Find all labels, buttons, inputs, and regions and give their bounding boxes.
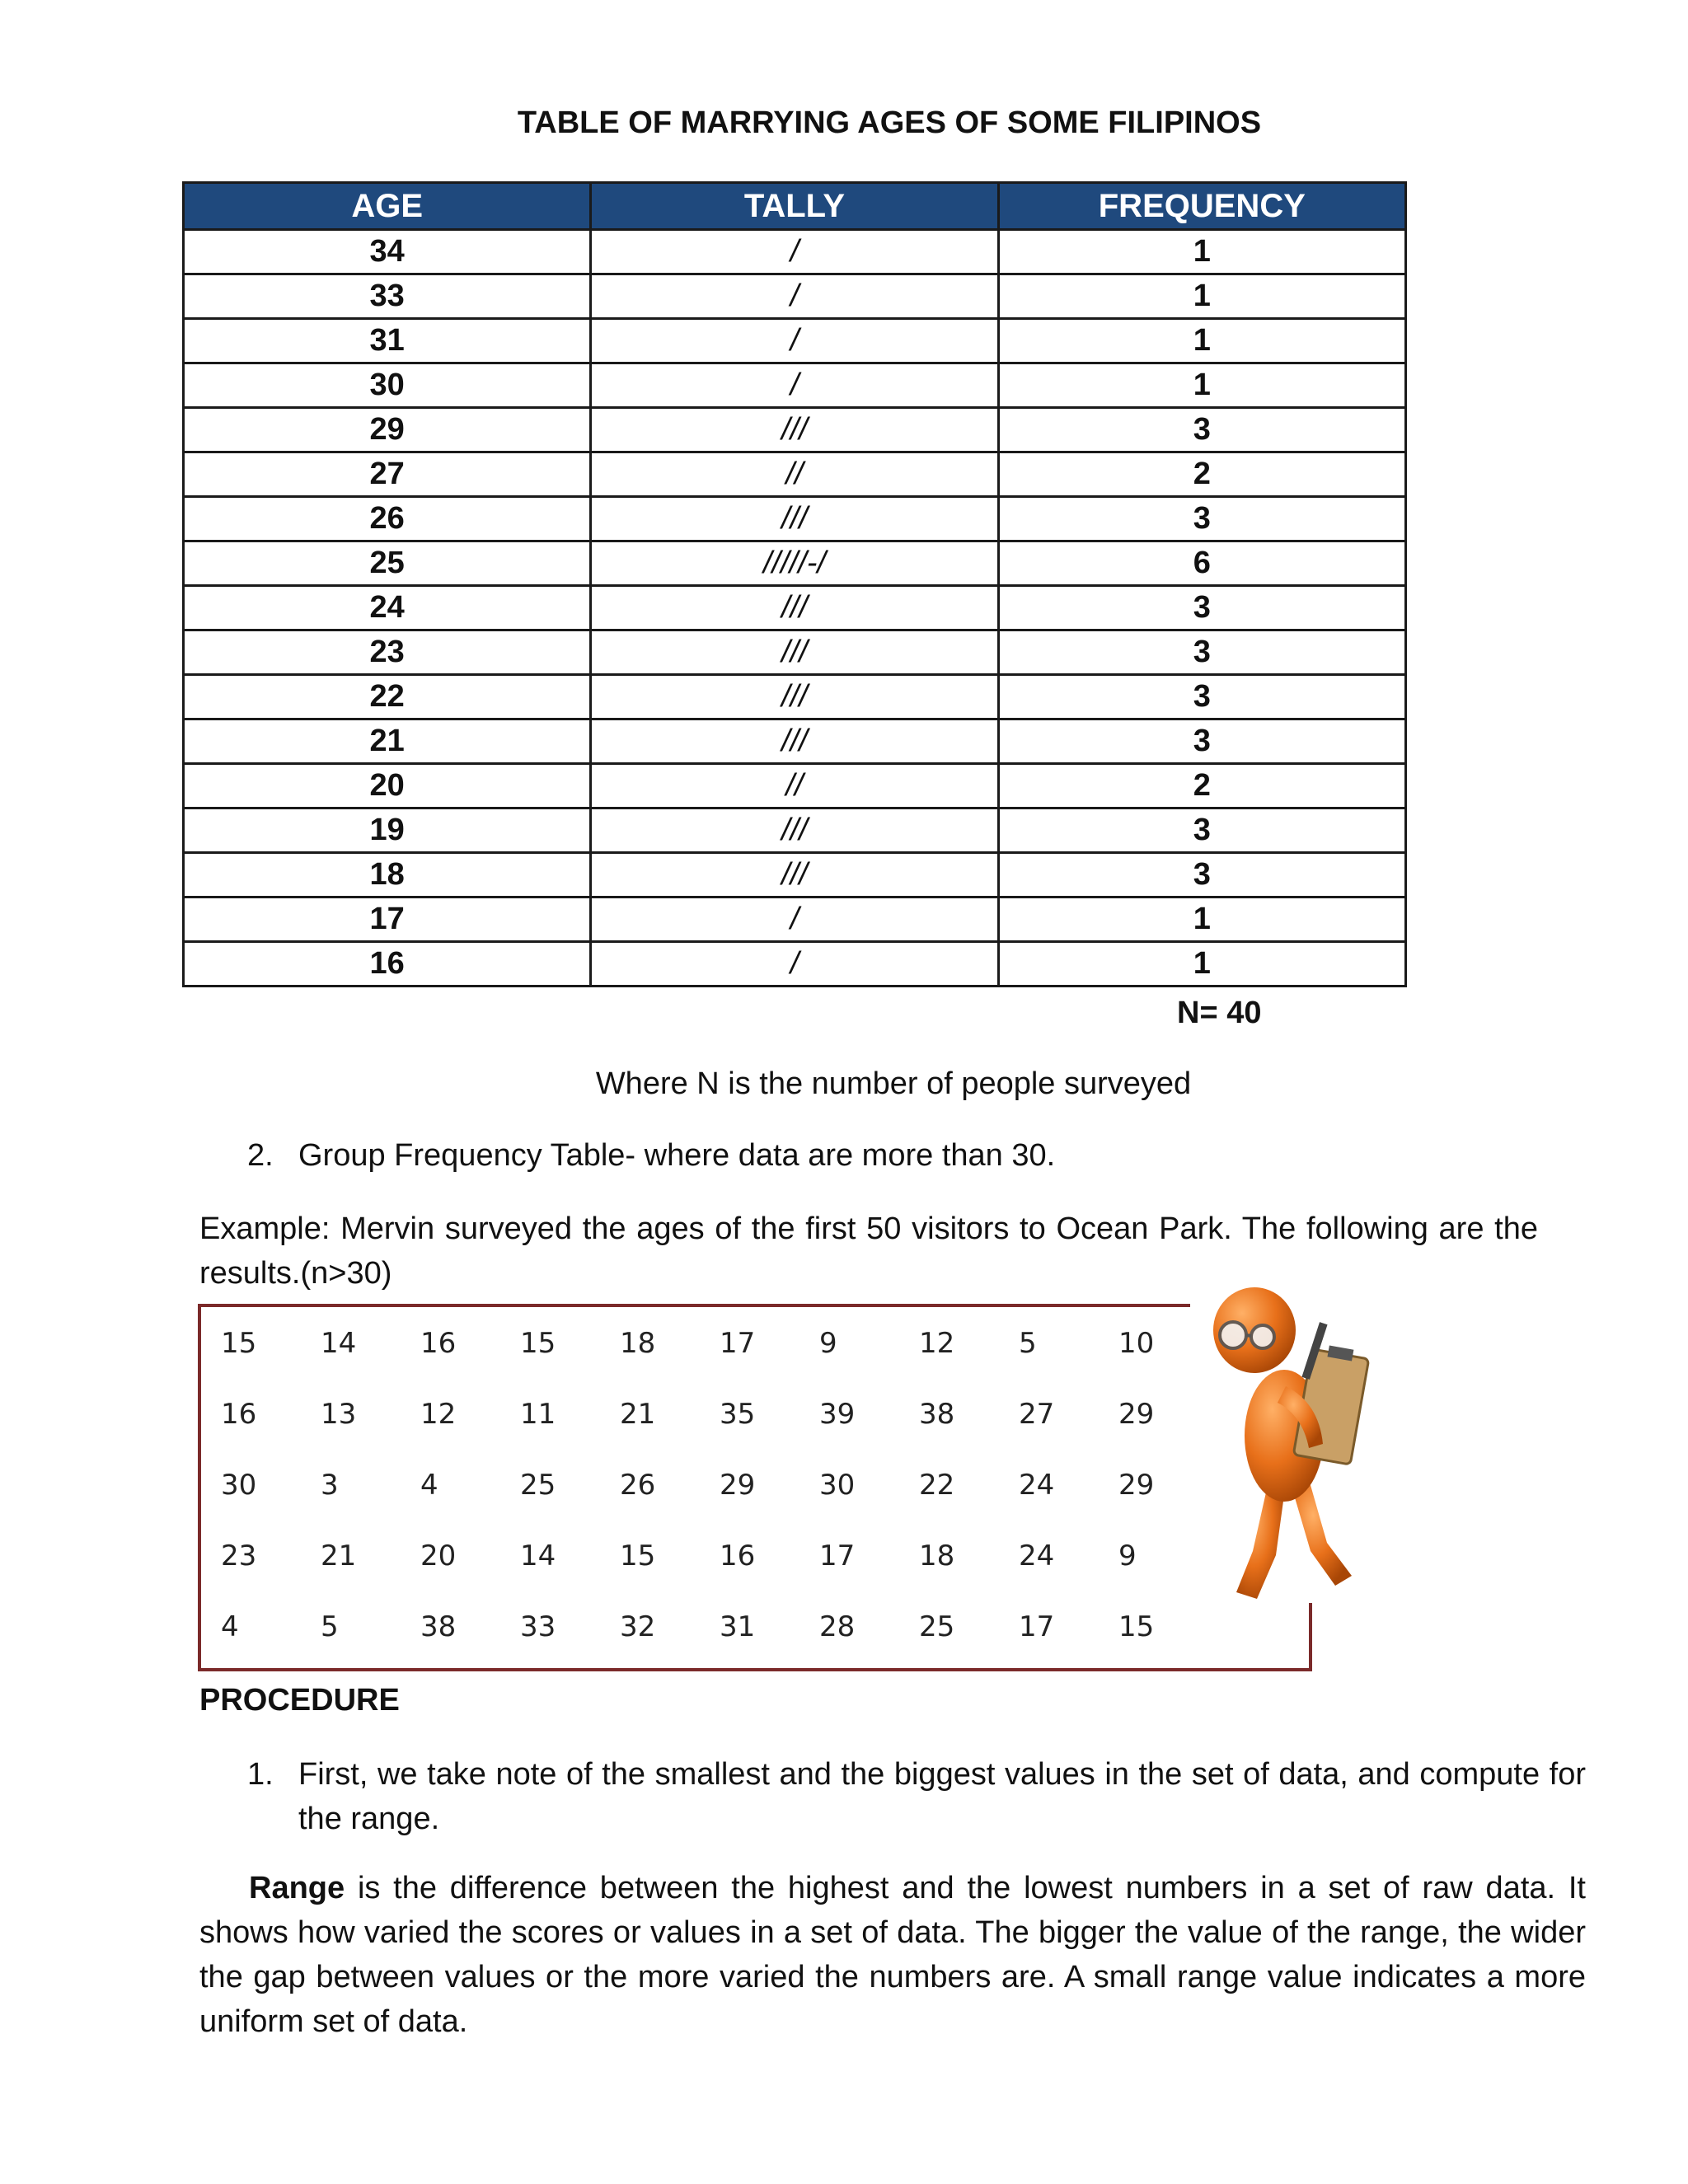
tally-cell: ///	[591, 675, 998, 719]
table-row	[184, 452, 1406, 497]
data-value: 21	[321, 1540, 357, 1572]
data-value: 17	[720, 1327, 756, 1360]
frequency-cell: 3	[998, 675, 1405, 719]
data-value: 31	[720, 1610, 756, 1643]
frequency-cell: 1	[998, 319, 1405, 363]
tally-cell: /	[591, 363, 998, 408]
table-row	[184, 230, 1406, 274]
data-value: 13	[321, 1398, 357, 1431]
table-row	[184, 764, 1406, 808]
tally-cell: /	[591, 230, 998, 274]
page-title: TABLE OF MARRYING AGES OF SOME FILIPINOS	[517, 105, 1262, 140]
data-value: 3	[321, 1469, 339, 1502]
age-cell: 31	[184, 319, 591, 363]
data-value: 38	[420, 1610, 457, 1643]
data-value: 23	[221, 1540, 257, 1572]
age-cell: 26	[184, 497, 591, 541]
age-cell: 21	[184, 719, 591, 764]
data-value: 16	[720, 1540, 756, 1572]
example-paragraph: Example: Mervin surveyed the ages of the first 50 visitors to Ocean Park. The following are the results.(n>30)	[199, 1212, 1538, 1291]
total-count: N= 40	[1177, 996, 1262, 1030]
table-row	[184, 630, 1406, 675]
marrying-ages-table	[182, 181, 1407, 987]
data-value: 24	[1019, 1540, 1055, 1572]
frequency-cell: 3	[998, 630, 1405, 675]
data-value: 33	[520, 1610, 556, 1643]
procedure-step-1	[247, 1752, 1586, 1841]
frequency-cell: 3	[998, 808, 1405, 853]
data-value: 12	[919, 1327, 955, 1360]
table-row	[184, 808, 1406, 853]
frequency-cell: 1	[998, 942, 1405, 987]
tally-cell: ///	[591, 853, 998, 898]
tally-cell: /	[591, 319, 998, 363]
data-value: 28	[819, 1610, 856, 1643]
list-text: Group Frequency Table- where data are more than 30.	[298, 1138, 1056, 1173]
raw-data-box	[198, 1304, 1312, 1671]
data-value: 16	[420, 1327, 457, 1360]
range-term: Range	[249, 1871, 345, 1905]
age-cell: 25	[184, 541, 591, 586]
frequency-cell: 3	[998, 853, 1405, 898]
data-value: 15	[1118, 1610, 1155, 1643]
procedure-heading: PROCEDURE	[199, 1683, 400, 1718]
tally-cell: /	[591, 274, 998, 319]
data-value: 9	[819, 1327, 837, 1360]
data-value: 11	[520, 1398, 556, 1431]
tally-cell: ///	[591, 808, 998, 853]
data-value: 12	[420, 1398, 457, 1431]
data-value: 18	[919, 1540, 955, 1572]
age-cell: 34	[184, 230, 591, 274]
data-value: 10	[1118, 1327, 1155, 1360]
frequency-cell: 1	[998, 898, 1405, 942]
raw-data-grid	[221, 1327, 1218, 1681]
frequency-cell: 1	[998, 363, 1405, 408]
data-value: 5	[1019, 1327, 1037, 1360]
data-value: 4	[221, 1610, 239, 1643]
tally-cell: /////-/	[591, 541, 998, 586]
age-column-header: AGE	[184, 183, 591, 230]
data-value: 15	[520, 1327, 556, 1360]
data-value: 15	[620, 1540, 656, 1572]
data-value: 14	[520, 1540, 556, 1572]
frequency-cell: 1	[998, 274, 1405, 319]
table-row	[184, 853, 1406, 898]
age-cell: 16	[184, 942, 591, 987]
table-row	[184, 675, 1406, 719]
tally-cell: ///	[591, 497, 998, 541]
frequency-cell: 2	[998, 452, 1405, 497]
data-value: 26	[620, 1469, 656, 1502]
data-value: 30	[819, 1469, 856, 1502]
frequency-cell: 3	[998, 719, 1405, 764]
tally-cell: ///	[591, 586, 998, 630]
table-row	[184, 408, 1406, 452]
list-number: 2.	[247, 1138, 274, 1173]
frequency-cell: 6	[998, 541, 1405, 586]
frequency-column-header: FREQUENCY	[998, 183, 1405, 230]
tally-cell: /	[591, 898, 998, 942]
data-value: 14	[321, 1327, 357, 1360]
data-value: 27	[1019, 1398, 1055, 1431]
data-value: 29	[1118, 1469, 1155, 1502]
tally-cell: //	[591, 452, 998, 497]
data-value: 9	[1118, 1540, 1137, 1572]
age-cell: 20	[184, 764, 591, 808]
table-row	[184, 719, 1406, 764]
table-row	[184, 363, 1406, 408]
tally-cell: ///	[591, 719, 998, 764]
data-value: 22	[919, 1469, 955, 1502]
data-value: 25	[919, 1610, 955, 1643]
range-definition-paragraph	[199, 1866, 1586, 2044]
age-cell: 27	[184, 452, 591, 497]
data-value: 16	[221, 1398, 257, 1431]
table-row	[184, 541, 1406, 586]
data-value: 35	[720, 1398, 756, 1431]
data-value: 24	[1019, 1469, 1055, 1502]
step-text: First, we take note of the smallest and the biggest values in the set of data, and compute for the range.	[298, 1757, 1586, 1836]
age-cell: 18	[184, 853, 591, 898]
frequency-cell: 2	[998, 764, 1405, 808]
table-row	[184, 274, 1406, 319]
orange-person-clipboard-illustration	[1187, 1279, 1376, 1609]
data-value: 29	[1118, 1398, 1155, 1431]
data-value: 25	[520, 1469, 556, 1502]
data-value: 5	[321, 1610, 339, 1643]
age-cell: 24	[184, 586, 591, 630]
age-cell: 29	[184, 408, 591, 452]
age-cell: 33	[184, 274, 591, 319]
frequency-cell: 3	[998, 586, 1405, 630]
survey-note: Where N is the number of people surveyed	[595, 1066, 1192, 1101]
age-cell: 22	[184, 675, 591, 719]
table-row	[184, 942, 1406, 987]
data-value: 30	[221, 1469, 257, 1502]
table-row	[184, 497, 1406, 541]
step-number: 1.	[247, 1757, 274, 1792]
age-cell: 17	[184, 898, 591, 942]
tally-column-header: TALLY	[591, 183, 998, 230]
frequency-cell: 3	[998, 408, 1405, 452]
range-definition-text: is the difference between the highest and the lowest numbers in a set of raw data. It shows how varied the scores or values in a set of data. The bigger the value of the range, the wider the gap between values or the more varied the numbers are. A small range value indicates a more uniform set of data.	[199, 1871, 1586, 2039]
data-value: 21	[620, 1398, 656, 1431]
data-value: 32	[620, 1610, 656, 1643]
data-value: 20	[420, 1540, 457, 1572]
frequency-cell: 3	[998, 497, 1405, 541]
tally-cell: ///	[591, 408, 998, 452]
age-cell: 19	[184, 808, 591, 853]
data-value: 18	[620, 1327, 656, 1360]
data-value: 29	[720, 1469, 756, 1502]
table-row	[184, 898, 1406, 942]
tally-cell: ///	[591, 630, 998, 675]
table-row	[184, 586, 1406, 630]
table-header-row	[184, 183, 1406, 230]
age-cell: 23	[184, 630, 591, 675]
data-value: 4	[420, 1469, 438, 1502]
tally-cell: /	[591, 942, 998, 987]
frequency-cell: 1	[998, 230, 1405, 274]
data-value: 38	[919, 1398, 955, 1431]
tally-cell: //	[591, 764, 998, 808]
data-value: 17	[819, 1540, 856, 1572]
table-row	[184, 319, 1406, 363]
data-value: 17	[1019, 1610, 1055, 1643]
data-value: 39	[819, 1398, 856, 1431]
age-cell: 30	[184, 363, 591, 408]
data-value: 15	[221, 1327, 257, 1360]
